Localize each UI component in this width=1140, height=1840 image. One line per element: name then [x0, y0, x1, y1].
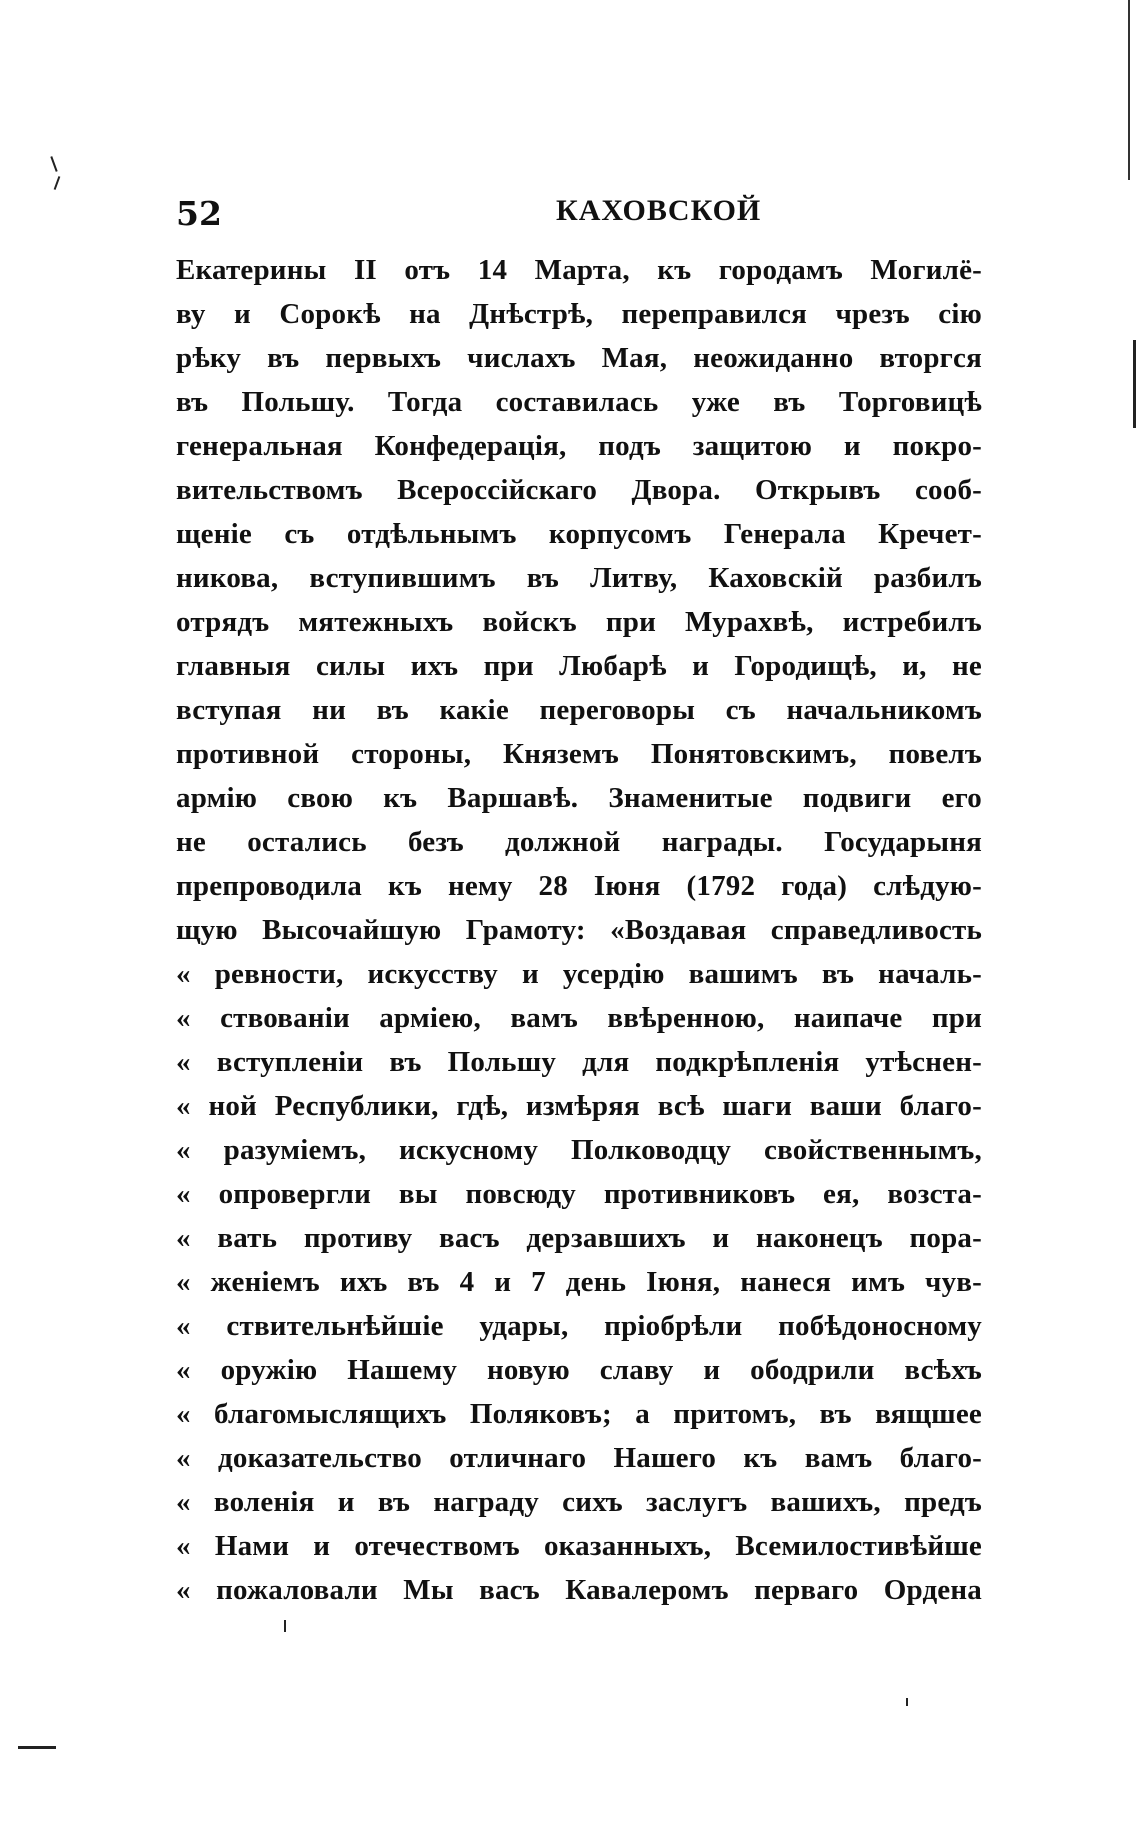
text-line: « ревности, искусству и усердiю вашимъ въ началь-	[176, 958, 982, 990]
scan-artifact-mark	[18, 1746, 56, 1749]
text-line: вительствомъ Всероссiйскаго Двора. Открывъ сооб-	[176, 474, 982, 506]
text-line: « ной Республики, гдѣ, измѣряя всѣ шаги ваши благо-	[176, 1090, 982, 1122]
text-line: « благомыслящихъ Поляковъ; а притомъ, въ вящшее	[176, 1398, 982, 1430]
text-line: главныя силы ихъ при Любарѣ и Городищѣ, и, не	[176, 650, 982, 682]
text-line: армiю свою къ Варшавѣ. Знаменитые подвиги его	[176, 782, 982, 814]
text-line: « оружiю Нашему новую славу и ободрили всѣхъ	[176, 1354, 982, 1386]
text-line: щую Высочайшую Грамоту: «Воздавая справедливость	[176, 914, 982, 946]
text-line: « опровергли вы повсюду противниковъ ея, возста-	[176, 1178, 982, 1210]
text-line: препроводила къ нему 28 Iюня (1792 года) слѣдую-	[176, 870, 982, 902]
text-line: « ствованiи армiею, вамъ ввѣренною, наипаче при	[176, 1002, 982, 1034]
text-line: ву и Сорокѣ на Днѣстрѣ, переправился чрезъ сiю	[176, 298, 982, 330]
text-line: « вступленiи въ Польшу для подкрѣпленiя утѣснен-	[176, 1046, 982, 1078]
text-line: отрядъ мятежныхъ войскъ при Мурахвѣ, истребилъ	[176, 606, 982, 638]
text-line: « доказательство отличнаго Нашего къ вамъ благо-	[176, 1442, 982, 1474]
scan-artifact-edge-line	[1128, 0, 1130, 180]
scan-artifact-mark	[284, 1620, 286, 1632]
text-line: никова, вступившимъ въ Литву, Каховскiй разбилъ	[176, 562, 982, 594]
text-line: щенiе съ отдѣльнымъ корпусомъ Генерала Кречет-	[176, 518, 982, 550]
scan-artifact-edge-line	[1133, 340, 1136, 428]
text-line: Екатерины II отъ 14 Марта, къ городамъ Могилё-	[176, 254, 982, 286]
running-head: КАХОВСКОЙ	[556, 194, 762, 227]
scan-artifact-mark	[54, 176, 61, 190]
text-line: « пожаловали Мы васъ Кавалеромъ перваго Ордена	[176, 1574, 982, 1606]
page-number: 52	[176, 194, 222, 233]
text-line: « Нами и отечествомъ оказанныхъ, Всемилостивѣйше	[176, 1530, 982, 1562]
scan-artifact-mark	[50, 156, 57, 172]
body-text	[176, 248, 982, 1612]
text-line: рѣку въ первыхъ числахъ Мая, неожиданно вторгся	[176, 342, 982, 374]
text-line: « вать противу васъ дерзавшихъ и наконецъ пора-	[176, 1222, 982, 1254]
text-line: « женiемъ ихъ въ 4 и 7 день Iюня, нанеся имъ чув-	[176, 1266, 982, 1298]
text-line: « разумiемъ, искусному Полководцу свойственнымъ,	[176, 1134, 982, 1166]
text-line: не остались безъ должной награды. Государыня	[176, 826, 982, 858]
scan-artifact-mark	[906, 1698, 908, 1706]
text-line: « воленiя и въ награду сихъ заслугъ вашихъ, предъ	[176, 1486, 982, 1518]
text-line: генеральная Конфедерацiя, подъ защитою и покро-	[176, 430, 982, 462]
text-line: въ Польшу. Тогда составилась уже въ Торговицѣ	[176, 386, 982, 418]
text-line: « ствительнѣйшiе удары, прiобрѣли побѣдоносному	[176, 1310, 982, 1342]
text-line: вступая ни въ какiе переговоры съ начальникомъ	[176, 694, 982, 726]
page-header	[176, 194, 982, 234]
text-line: противной стороны, Княземъ Понятовскимъ, повелъ	[176, 738, 982, 770]
